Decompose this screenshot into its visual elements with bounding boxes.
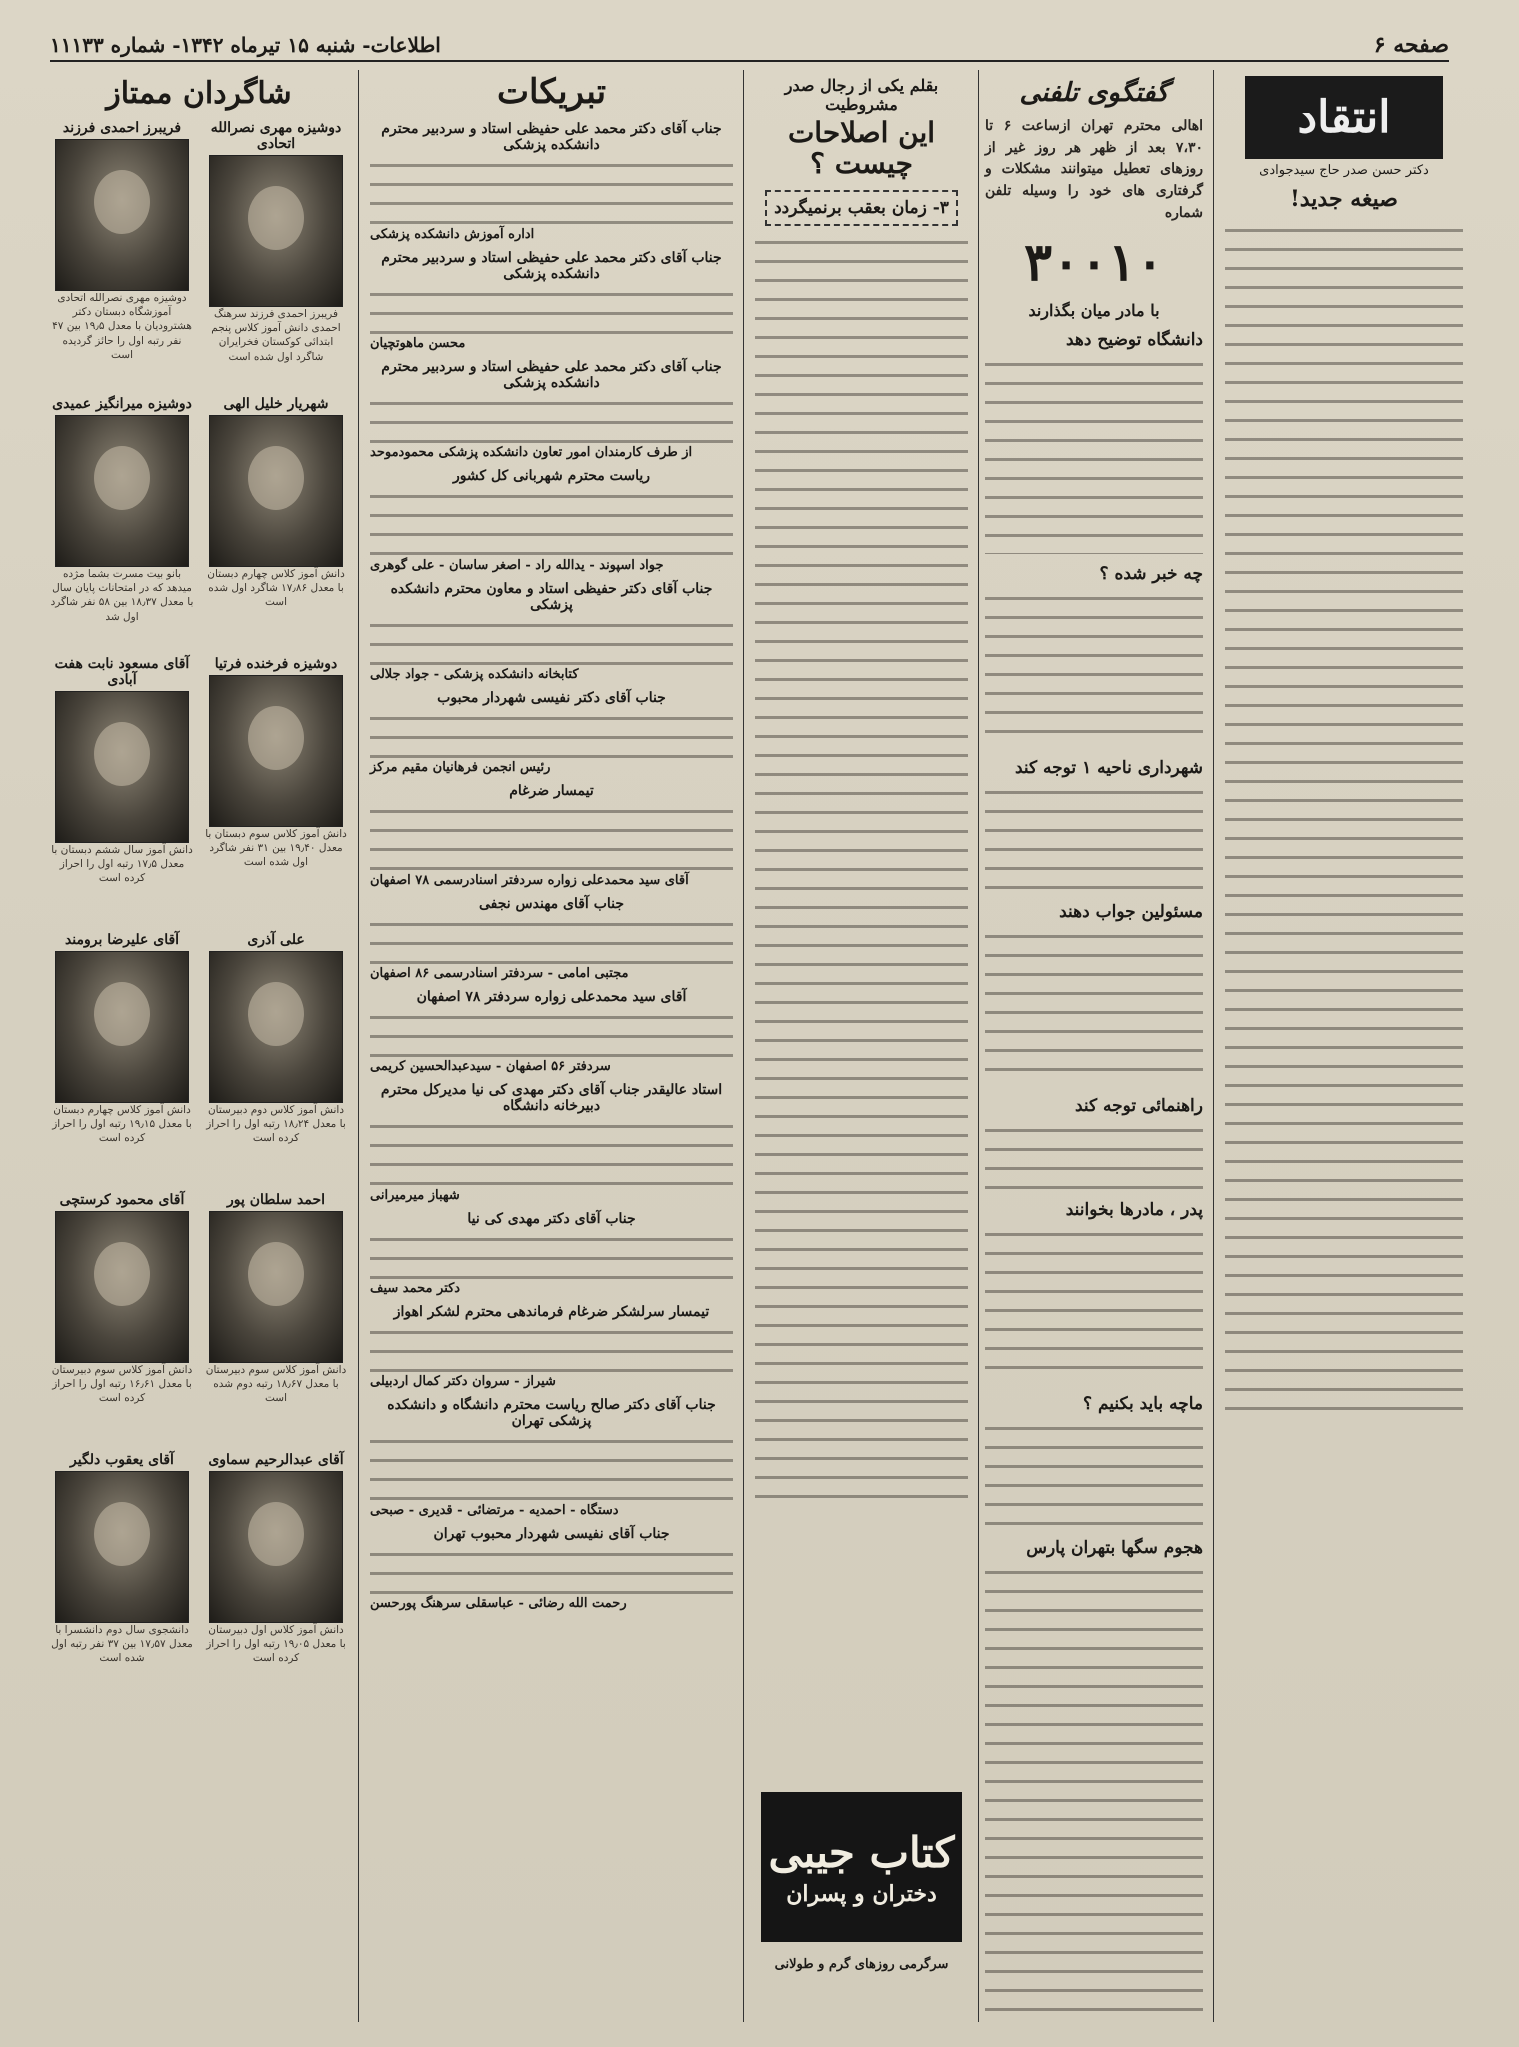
student-card (204, 393, 348, 647)
congrats-text (370, 708, 733, 758)
section-text (985, 782, 1203, 892)
congrats-recipient: تیمسار سرلشکر ضرغام فرماندهی محترم لشکر اهواز (393, 1304, 710, 1321)
congrats-signature: شیراز - سروان دکتر کمال اردبیلی (370, 1374, 556, 1390)
section-text (985, 588, 1203, 748)
congrats-signature: مجتبی امامی - سردفتر اسنادرسمی ۸۶ اصفهان (370, 966, 629, 982)
criticism-logo: انتقاد (1245, 76, 1443, 159)
criticism-headline: صیغه جدید! (1290, 186, 1398, 212)
congrats-item (370, 468, 733, 573)
congrats-signature: جواد اسپوند - یدالله راد - اصغر ساسان - علی گوهری (370, 558, 664, 574)
congrats-item (370, 1082, 733, 1203)
congrats-text (370, 1116, 733, 1186)
congrats-recipient: جناب آقای نفیسی شهردار محبوب تهران (433, 1526, 670, 1543)
congrats-item (370, 1211, 733, 1296)
criticism-body-text (1225, 220, 1463, 1420)
student-caption: دانش آموز کلاس دوم دبیرستان با معدل ۱۸٫۲۴ رتبه اول را احراز کرده است (206, 1104, 346, 1145)
section-title: ماچه باید بکنیم ؟ (1083, 1394, 1203, 1415)
student-name: آقای عبدالرحیم سماوی (208, 1452, 344, 1468)
congrats-headline: تبریکات (496, 72, 607, 112)
column-criticism (1219, 70, 1469, 2022)
student-photo (55, 1211, 189, 1363)
student-card (50, 393, 194, 647)
section-title: مسئولین جواب دهند (1059, 902, 1203, 923)
congrats-signature: اداره آموزش دانشکده پزشکی (370, 227, 535, 243)
congrats-recipient: جناب آقای دکتر محمد علی حفیظی استاد و سردبیر محترم دانشکده پزشکی (381, 250, 722, 283)
congrats-recipient: جناب آقای دکتر محمد علی حفیظی استاد و سردبیر محترم دانشکده پزشکی (381, 359, 722, 392)
student-photo (209, 951, 343, 1103)
congrats-recipient: ریاست محترم شهربانی کل کشور (452, 468, 651, 485)
congrats-signature: رحمت الله رضائی - عباسقلی سرهنگ پورحسن (370, 1596, 627, 1612)
congrats-item (370, 783, 733, 888)
section-title: هجوم سگها بتهران پارس (1026, 1538, 1203, 1559)
student-photo (55, 691, 189, 843)
student-card (50, 1189, 194, 1443)
student-name: آقای علیرضا برومند (64, 932, 180, 948)
congrats-text (370, 1544, 733, 1594)
pocket-book-ad (761, 1792, 962, 1942)
congrats-text (370, 1229, 733, 1279)
phone-talk-intro: اهالی محترم تهران ازساعت ۶ تا ۷،۳۰ بعد از ظهر هر روز غیر از روزهای تعطیل میتوانند مشکلات و گرفتاری های خود را وسیله تلفن شماره (985, 118, 1203, 221)
column-divider (1213, 70, 1214, 2022)
phone-talk-title: گفتگوی تلفنی (1019, 78, 1169, 108)
student-caption: دانش آموز سال ششم دبستان با معدل ۱۷٫۵ رتبه اول را احراز کرده است (51, 844, 193, 885)
congrats-text (370, 1431, 733, 1501)
reforms-kicker: بقلم یکی از رجال صدر مشروطیت (784, 76, 939, 114)
congrats-signature: محسن ماهوتچیان (370, 336, 466, 352)
column-reforms (749, 70, 974, 2022)
student-name: شهریار خلیل الهی (223, 396, 329, 412)
column-phone-talk (979, 70, 1209, 2022)
section-title: دانشگاه توضیح دهد (1065, 330, 1203, 351)
congrats-recipient: آقای سید محمدعلی زواره سردفتر ۷۸ اصفهان (416, 989, 687, 1006)
congrats-text (370, 801, 733, 871)
congrats-signature: دکتر محمد سیف (370, 1281, 461, 1297)
congrats-signature: شهباز میرمیرانی (370, 1188, 460, 1204)
students-grid (50, 117, 348, 1703)
congrats-recipient: تیمسار ضرغام (509, 783, 594, 800)
congrats-signature: کتابخانه دانشکده پزشکی - جواد جلالی (370, 667, 579, 683)
section-text (985, 1120, 1203, 1190)
congrats-item (370, 121, 733, 242)
column-divider (978, 70, 979, 2022)
page-number: صفحه ۶ (1373, 32, 1449, 58)
section-title: شهرداری ناحیه ۱ توجه کند (1014, 758, 1203, 779)
congrats-recipient: جناب آقای دکتر صالح ریاست محترم دانشگاه و دانشکده پزشکی تهران (387, 1397, 716, 1430)
congrats-recipient: جناب آقای دکتر محمد علی حفیظی استاد و سردبیر محترم دانشکده پزشکی (381, 121, 722, 154)
student-card (204, 929, 348, 1183)
congrats-item (370, 690, 733, 775)
congrats-signature: آقای سید محمدعلی زواره سردفتر اسنادرسمی ۷۸ اصفهان (370, 873, 689, 889)
column-top-students (44, 70, 354, 2022)
column-congratulations (364, 70, 739, 2022)
column-divider (358, 70, 359, 2022)
phone-talk-subline: با مادر میان بگذارند (1028, 301, 1160, 321)
congrats-item (370, 1526, 733, 1611)
students-title: شاگردان ممتاز (106, 76, 292, 111)
column-divider (743, 70, 744, 2022)
congrats-signature: از طرف کارمندان امور تعاون دانشکده پزشکی محمودموحد (370, 445, 693, 461)
student-caption: دانش آموز کلاس سوم دبستان با معدل ۱۹٫۴۰ بین ۳۱ نفر شاگرد اول شده است (205, 828, 347, 869)
section-title: راهنمائی توجه کند (1074, 1096, 1203, 1117)
congrats-item (370, 1397, 733, 1518)
congrats-list (370, 121, 733, 1611)
student-card (204, 1189, 348, 1443)
congrats-recipient: جناب آقای دکتر نفیسی شهردار محبوب (437, 690, 666, 707)
student-photo (209, 1211, 343, 1363)
congrats-recipient: جناب آقای دکتر مهدی کی نیا (467, 1211, 636, 1228)
congrats-signature: دستگاه - احمدیه - مرتضائی - قدیری - صبحی (370, 1503, 619, 1519)
student-photo (209, 415, 343, 567)
congrats-text (370, 914, 733, 964)
congrats-text (370, 615, 733, 665)
section-text (985, 1418, 1203, 1528)
congrats-recipient: جناب آقای دکتر حفیظی استاد و معاون محترم دانشکده پزشکی (390, 581, 713, 614)
congrats-item (370, 250, 733, 351)
student-card (50, 117, 194, 387)
congrats-text (370, 1007, 733, 1057)
congrats-text (370, 486, 733, 556)
phone-number: ۳۰۰۱۰ (1024, 232, 1164, 294)
dateline: اطلاعات- شنبه ۱۵ تیرماه ۱۳۴۲- شماره ۱۱۱۳۳ (50, 33, 441, 57)
reforms-subhead: ۳- زمان بعقب برنمیگردد (765, 190, 958, 226)
page-header (50, 30, 1449, 62)
student-photo (209, 155, 343, 307)
section-title: پدر ، مادرها بخوانند (1065, 1200, 1203, 1221)
student-caption: دانشجوی سال دوم دانشسرا با معدل ۱۷٫۵۷ بین ۳۷ نفر رتبه اول شده است (51, 1624, 193, 1665)
student-caption: دانش آموز کلاس چهارم دبستان با معدل ۱۷٫۸۶ شاگرد اول شده است (207, 568, 345, 609)
congrats-item (370, 1304, 733, 1389)
student-name: احمد سلطان پور (226, 1192, 326, 1208)
student-card (50, 929, 194, 1183)
congrats-signature: رئیس انجمن فرهانیان مقیم مرکز (370, 760, 551, 776)
congrats-text (370, 284, 733, 334)
student-photo (209, 1471, 343, 1623)
student-photo (55, 951, 189, 1103)
student-card (50, 1449, 194, 1703)
congrats-item (370, 896, 733, 981)
ad-caption: سرگرمی روزهای گرم و طولانی (774, 1957, 949, 1972)
student-caption: دانش آموز کلاس اول دبیرستان با معدل ۱۹٫۰۵ رتبه اول را احراز کرده است (206, 1624, 346, 1665)
congrats-item (370, 989, 733, 1074)
congrats-text (370, 1322, 733, 1372)
student-caption: فریبرز احمدی فرزند سرهنگ احمدی دانش آموز کلاس پنجم ابتدائی کوکستان فخرایران شاگرد اول شده است (211, 308, 341, 363)
student-name: علی آذری (247, 932, 305, 948)
student-photo (55, 415, 189, 567)
congrats-recipient: استاد عالیقدر جناب آقای دکتر مهدی کی نیا مدیرکل محترم دبیرخانه دانشگاه (380, 1082, 723, 1115)
congrats-item (370, 581, 733, 682)
reforms-headline: این اصلاحات چیست ؟ (787, 116, 936, 180)
section-text (985, 1562, 1203, 2022)
student-name: دوشیزه فرخنده فرتیا (214, 656, 338, 672)
student-name: آقای یعقوب دلگیر (70, 1452, 174, 1468)
congrats-signature: سردفتر ۵۶ اصفهان - سیدعبدالحسین کریمی (370, 1059, 611, 1075)
student-caption: دوشیزه مهری نصرالله اتحادی آموزشگاه دبستان دکتر هشترودیان با معدل ۱۹٫۵ بین ۴۷ نفر رتبه اول را حائز گردیده است (52, 292, 192, 361)
student-photo (55, 139, 189, 291)
congrats-recipient: جناب آقای مهندس نجفی (478, 896, 625, 913)
ad-title: کتاب جیبی (768, 1827, 955, 1877)
section-text (985, 1224, 1203, 1384)
section-text (985, 926, 1203, 1086)
student-card (204, 117, 348, 387)
student-caption: دانش آموز کلاس سوم دبیرستان با معدل ۱۸٫۶۷ رتبه دوم شده است (205, 1364, 347, 1405)
student-name: آقای محمود کرستچی (59, 1192, 185, 1208)
criticism-author: دکتر حسن صدر حاج سیدجوادی (1259, 163, 1429, 178)
student-photo (209, 675, 343, 827)
student-card (204, 1449, 348, 1703)
student-caption: بانو بیت مسرت بشما مژده میدهد که در امتحانات پایان سال با معدل ۱۸٫۳۷ بین ۵۸ نفر شاگرد اول شد (50, 568, 194, 623)
student-photo (55, 1471, 189, 1623)
section-text (985, 354, 1203, 554)
reforms-body-text (755, 232, 968, 1512)
student-caption: دانش آموز کلاس سوم دبیرستان با معدل ۱۶٫۶۱ رتبه اول را احراز کرده است (51, 1364, 193, 1405)
student-name: آقای مسعود نابت هفت آبادی (54, 656, 190, 688)
congrats-text (370, 393, 733, 443)
student-name: دوشیزه مهری نصرالله اتحادی (210, 120, 342, 152)
section-title: چه خبر شده ؟ (1099, 564, 1203, 585)
student-caption: دانش آموز کلاس چهارم دبستان با معدل ۱۹٫۱۵ رتبه اول را احراز کرده است (52, 1104, 192, 1145)
student-card (204, 653, 348, 923)
congrats-item (370, 359, 733, 460)
ad-subtitle: دختران و پسران (786, 1880, 937, 1907)
student-name: فریبرز احمدی فرزند (62, 120, 182, 136)
student-name: دوشیزه میرانگیز عمیدی (52, 396, 192, 412)
congrats-text (370, 155, 733, 225)
student-card (50, 653, 194, 923)
